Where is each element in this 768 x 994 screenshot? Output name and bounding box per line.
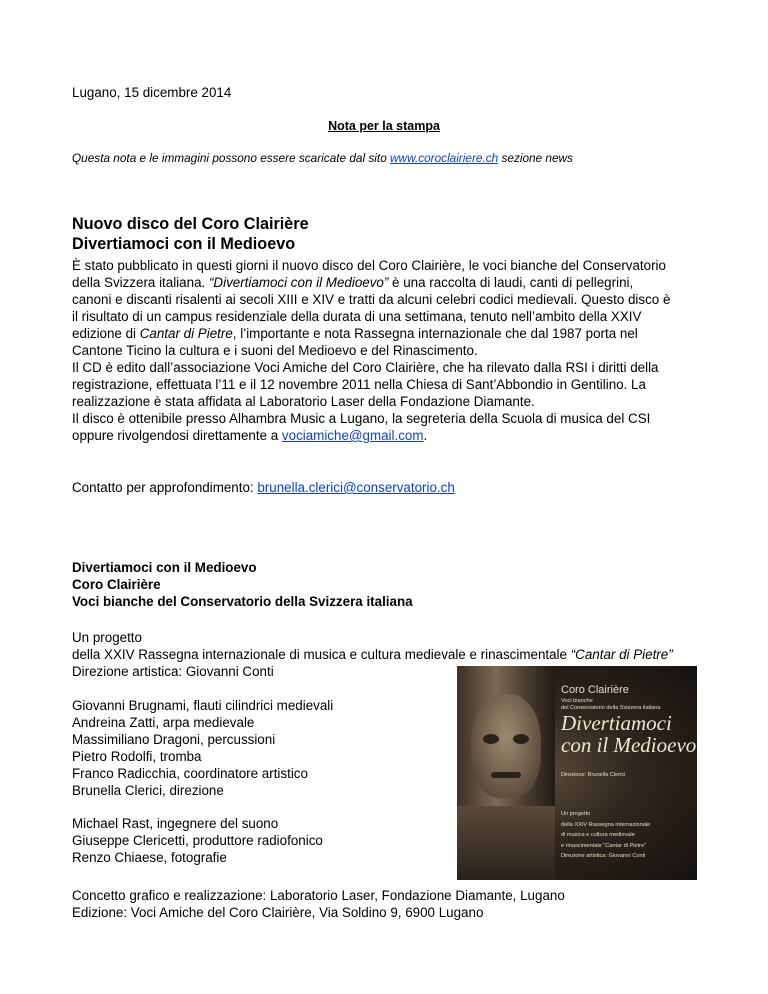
stone-face-carving	[471, 694, 541, 798]
headline	[72, 214, 309, 254]
download-note-prefix: Questa nota e le immagini possono essere scaricate dal sito	[72, 151, 391, 165]
contact-label: Contatto per approfondimento:	[72, 480, 258, 495]
document-date: Lugano, 15 dicembre 2014	[72, 85, 232, 100]
cover-project-line: di musica e cultura medievale	[561, 832, 635, 838]
body-line	[72, 274, 712, 291]
tech-credit: Giuseppe Clericetti, produttore radiofonico	[72, 833, 323, 848]
contact-line	[72, 479, 455, 496]
festival-name: “Cantar di Pietre”	[570, 647, 673, 662]
body-text: è una raccolta di laudi, canti di pellegrini,	[388, 275, 634, 290]
cover-project-line: della XXIV Rassegna internazionale	[561, 821, 651, 828]
website-link[interactable]: www.coroclairiere.ch	[390, 151, 499, 165]
face-eye-right	[513, 734, 529, 744]
cover-album-line: Divertiamoci	[561, 711, 672, 735]
download-note-suffix: sezione news	[498, 151, 573, 165]
body-text: della Svizzera italiana.	[72, 275, 209, 290]
body-line: registrazione, effettuata l’11 e il 12 novembre 2011 nella Chiesa di Sant’Abbondio in Gentilino. La	[72, 377, 646, 392]
body-text: , l’importante e nota Rassegna internazionale che dal 1987 porta nel	[232, 326, 638, 341]
project-line	[72, 646, 673, 663]
cover-subtitle	[561, 698, 661, 712]
headline-line-1: Nuovo disco del Coro Clairière	[72, 215, 309, 233]
credits-subtitle: Voci bianche del Conservatorio della Svizzera italiana	[72, 594, 413, 609]
face-eye-left	[483, 734, 499, 744]
press-note-title: Nota per la stampa	[328, 119, 440, 133]
album-title-quote: “Divertiamoci con il Medioevo”	[208, 275, 389, 290]
edition-credit: Edizione: Voci Amiche del Coro Clairière, Via Soldino 9, 6900 Lugano	[72, 905, 484, 920]
cover-project-line: e rinascimentale "Cantar di Pietre"	[561, 842, 647, 849]
performers-list	[72, 697, 333, 799]
body-line: Il CD è edito dall’associazione Voci Amiche del Coro Clairière, che ha rilevato dalla RSI i diritti della	[72, 360, 659, 375]
cover-project-line: Direzione artistica: Giovanni Conti	[561, 853, 646, 859]
body-line	[72, 325, 712, 342]
body-text: .	[423, 428, 428, 443]
project-line: Un progetto	[72, 630, 142, 645]
cd-cover-image	[457, 666, 697, 880]
body-line: canoni e discanti risalenti ai secoli XIII e XIV e tratti da alcuni celebri codici medievali. Questo disco è	[72, 292, 671, 307]
project-text: della XXIV Rassegna internazionale di musica e cultura medievale e rinascimentale	[72, 647, 571, 662]
cover-project-info	[561, 809, 650, 862]
production-credits	[72, 887, 565, 921]
email-link-vociamiche[interactable]: vociamiche@gmail.com	[281, 428, 424, 443]
body-line: il risultato di un campus residenziale della durata di una settimana, tenuto nell’ambito della XXIV	[72, 309, 642, 324]
headline-line-2: Divertiamoci con il Medioevo	[72, 235, 296, 253]
stone-base	[457, 806, 555, 880]
performer: Giovanni Brugnami, flauti cilindrici medievali	[72, 698, 334, 713]
performer: Franco Radicchia, coordinatore artistico	[72, 766, 308, 781]
cover-project-line: Un progetto	[561, 811, 591, 817]
email-link-contact[interactable]: brunella.clerici@conservatorio.ch	[257, 480, 455, 495]
technical-credits	[72, 815, 323, 866]
credits-choir: Coro Clairière	[72, 577, 161, 592]
download-note	[72, 150, 573, 167]
face-mouth	[491, 772, 521, 778]
performer: Massimiliano Dragoni, percussioni	[72, 732, 276, 747]
cover-subtitle-line: del Conservatorio della Svizzera italiana	[561, 705, 661, 711]
body-text: oppure rivolgendosi direttamente a	[72, 428, 282, 443]
performer: Andreina Zatti, arpa medievale	[72, 715, 255, 730]
project-line: Direzione artistica: Giovanni Conti	[72, 664, 274, 679]
body-text: edizione di	[72, 326, 140, 341]
cover-choir-name: Coro Clairière	[561, 684, 629, 696]
performer: Brunella Clerici, direzione	[72, 783, 224, 798]
body-line	[72, 427, 712, 444]
design-credit: Concetto grafico e realizzazione: Laboratorio Laser, Fondazione Diamante, Lugano	[72, 888, 565, 903]
tech-credit: Renzo Chiaese, fotografie	[72, 850, 227, 865]
body-line: È stato pubblicato in questi giorni il nuovo disco del Coro Clairière, le voci bianche del Conservatorio	[72, 258, 666, 273]
body-paragraph	[72, 257, 712, 444]
cover-direction: Direzione: Brunella Clerici	[561, 772, 626, 778]
cover-subtitle-line: Voci bianche	[561, 698, 593, 704]
tech-credit: Michael Rast, ingegnere del suono	[72, 816, 279, 831]
festival-name: Cantar di Pietre	[139, 326, 233, 341]
credits-album-title: Divertiamoci con il Medioevo	[72, 560, 257, 575]
cover-album-title	[561, 712, 696, 756]
body-line: Il disco è ottenibile presso Alhambra Music a Lugano, la segreteria della Scuola di musica del CSI	[72, 411, 651, 426]
cover-album-line: con il Medioevo	[561, 733, 697, 757]
credits-heading	[72, 559, 413, 610]
body-line: realizzazione è stata affidata al Laboratorio Laser della Fondazione Diamante.	[72, 394, 535, 409]
performer: Pietro Rodolfi, tromba	[72, 749, 202, 764]
body-line: Cantone Ticino la cultura e i suoni del Medioevo e del Rinascimento.	[72, 343, 478, 358]
